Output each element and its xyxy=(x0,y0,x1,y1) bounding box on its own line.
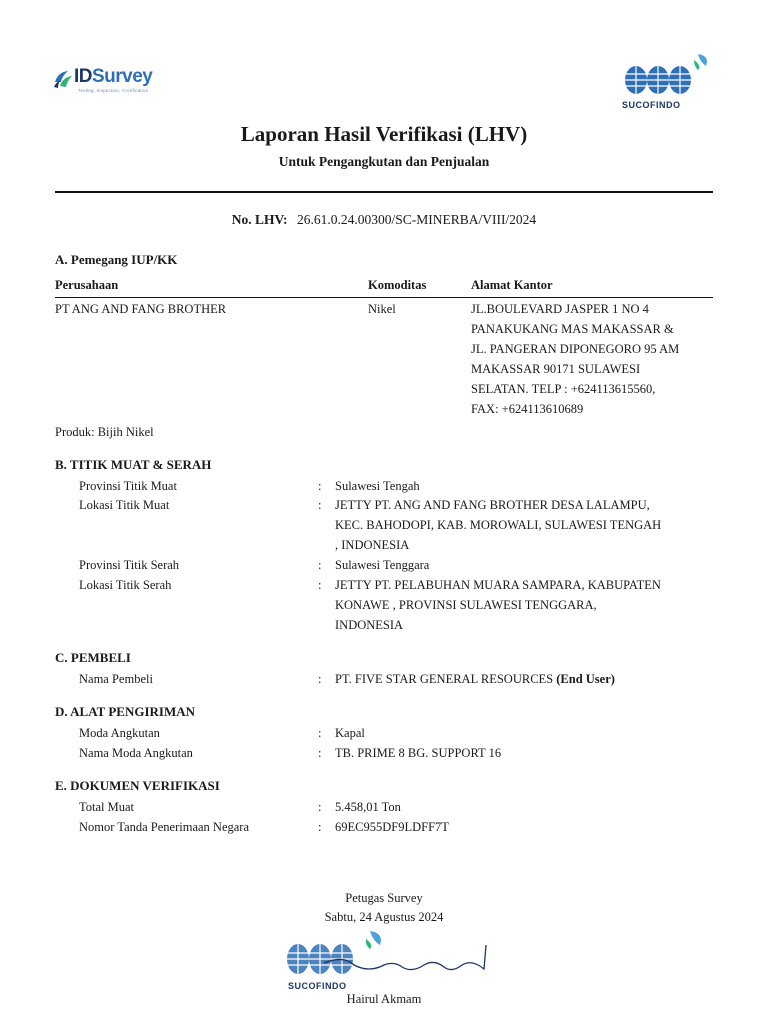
location-line: INDONESIA xyxy=(335,618,404,632)
delivery-location-label: Lokasi Titik Serah xyxy=(79,578,172,592)
section-b-heading: B. TITIK MUAT & SERAH xyxy=(55,457,212,472)
colon: : xyxy=(318,726,322,740)
company-name: PT ANG AND FANG BROTHER xyxy=(55,302,227,316)
colon: : xyxy=(318,578,322,592)
total-load-value: 5.458,01 Ton xyxy=(335,800,401,814)
colon: : xyxy=(318,479,322,493)
buyer-type: (End User) xyxy=(556,672,615,686)
buyer-value xyxy=(335,669,615,689)
address-line: JL. PANGERAN DIPONEGORO 95 AM xyxy=(471,342,680,356)
total-load-label: Total Muat xyxy=(79,800,135,814)
location-line: KONAWE , PROVINSI SULAWESI TENGGARA, xyxy=(335,598,597,612)
idsurvey-logo xyxy=(52,66,170,100)
loading-location-value xyxy=(335,495,661,555)
sucofindo-globe-icon xyxy=(622,50,712,100)
address-line: JL.BOULEVARD JASPER 1 NO 4 xyxy=(471,302,649,316)
lhv-label: No. LHV: xyxy=(231,212,288,227)
product-line: Produk: Bijih Nikel xyxy=(55,425,154,439)
location-line: KEC. BAHODOPI, KAB. MOROWALI, SULAWESI TENGAH xyxy=(335,518,662,532)
sucofindo-wordmark: SUCOFINDO xyxy=(622,100,681,110)
title-divider xyxy=(55,191,713,193)
section-a-heading: A. Pemegang IUP/KK xyxy=(55,252,178,267)
commodity-value: Nikel xyxy=(368,302,396,316)
stamp-globe-icon xyxy=(284,925,504,985)
lhv-number: 26.61.0.24.00300/SC-MINERBA/VIII/2024 xyxy=(296,212,537,227)
loading-province-label: Provinsi Titik Muat xyxy=(79,479,177,493)
address-line: PANAKUKANG MAS MAKASSAR & xyxy=(471,322,674,336)
sucofindo-logo xyxy=(620,50,710,112)
section-e-heading: E. DOKUMEN VERIFIKASI xyxy=(55,778,220,793)
colon: : xyxy=(318,820,322,834)
colon: : xyxy=(318,558,322,572)
buyer-label: Nama Pembeli xyxy=(79,672,153,686)
colon: : xyxy=(318,672,322,686)
state-receipt-label: Nomor Tanda Penerimaan Negara xyxy=(79,820,250,834)
section-c-heading: C. PEMBELI xyxy=(55,650,131,665)
col-header-address: Alamat Kantor xyxy=(471,278,553,292)
document-subtitle: Untuk Pengangkutan dan Penjualan xyxy=(278,154,490,169)
delivery-province-value: Sulawesi Tenggara xyxy=(335,558,430,572)
colon: : xyxy=(318,746,322,760)
address-line: MAKASSAR 90171 SULAWESI xyxy=(471,362,641,376)
loading-location-label: Lokasi Titik Muat xyxy=(79,498,170,512)
document-title: Laporan Hasil Verifikasi (LHV) xyxy=(240,122,528,146)
location-line: JETTY PT. ANG AND FANG BROTHER DESA LALAMPU, xyxy=(335,498,650,512)
surveyor-role: Petugas Survey xyxy=(345,891,423,905)
transport-mode-value: Kapal xyxy=(335,726,365,740)
stamp-wordmark: SUCOFINDO xyxy=(288,981,347,991)
location-line: JETTY PT. PELABUHAN MUARA SAMPARA, KABUPATEN xyxy=(335,578,661,592)
address-line: SELATAN. TELP : +624113615560, xyxy=(471,382,656,396)
colon: : xyxy=(318,800,322,814)
location-line: , INDONESIA xyxy=(335,538,410,552)
table-header-rule xyxy=(55,297,713,298)
lhv-number-line xyxy=(0,212,768,228)
transport-mode-label: Moda Angkutan xyxy=(79,726,160,740)
signature-date: Sabtu, 24 Agustus 2024 xyxy=(324,910,444,924)
office-address xyxy=(471,299,679,419)
delivery-province-label: Provinsi Titik Serah xyxy=(79,558,180,572)
col-header-company: Perusahaan xyxy=(55,278,119,292)
state-receipt-value: 69EC955DF9LDFF7T xyxy=(335,820,449,834)
sucofindo-stamp xyxy=(284,925,504,995)
address-line: FAX: +624113610689 xyxy=(471,402,584,416)
idsurvey-mark-icon xyxy=(52,68,74,90)
loading-province-value: Sulawesi Tengah xyxy=(335,479,420,493)
col-header-commodity: Komoditas xyxy=(368,278,427,292)
colon: : xyxy=(318,498,322,512)
vessel-name-value: TB. PRIME 8 BG. SUPPORT 16 xyxy=(335,746,502,760)
vessel-name-label: Nama Moda Angkutan xyxy=(79,746,193,760)
section-d-heading: D. ALAT PENGIRIMAN xyxy=(55,704,196,719)
idsurvey-wordmark: IDSurvey xyxy=(74,66,153,87)
buyer-name: PT. FIVE STAR GENERAL RESOURCES xyxy=(335,672,554,686)
delivery-location-value xyxy=(335,575,661,635)
idsurvey-tagline: Testing, Inspection, Certification xyxy=(78,88,149,93)
signer-name: Hairul Akmam xyxy=(346,992,422,1006)
